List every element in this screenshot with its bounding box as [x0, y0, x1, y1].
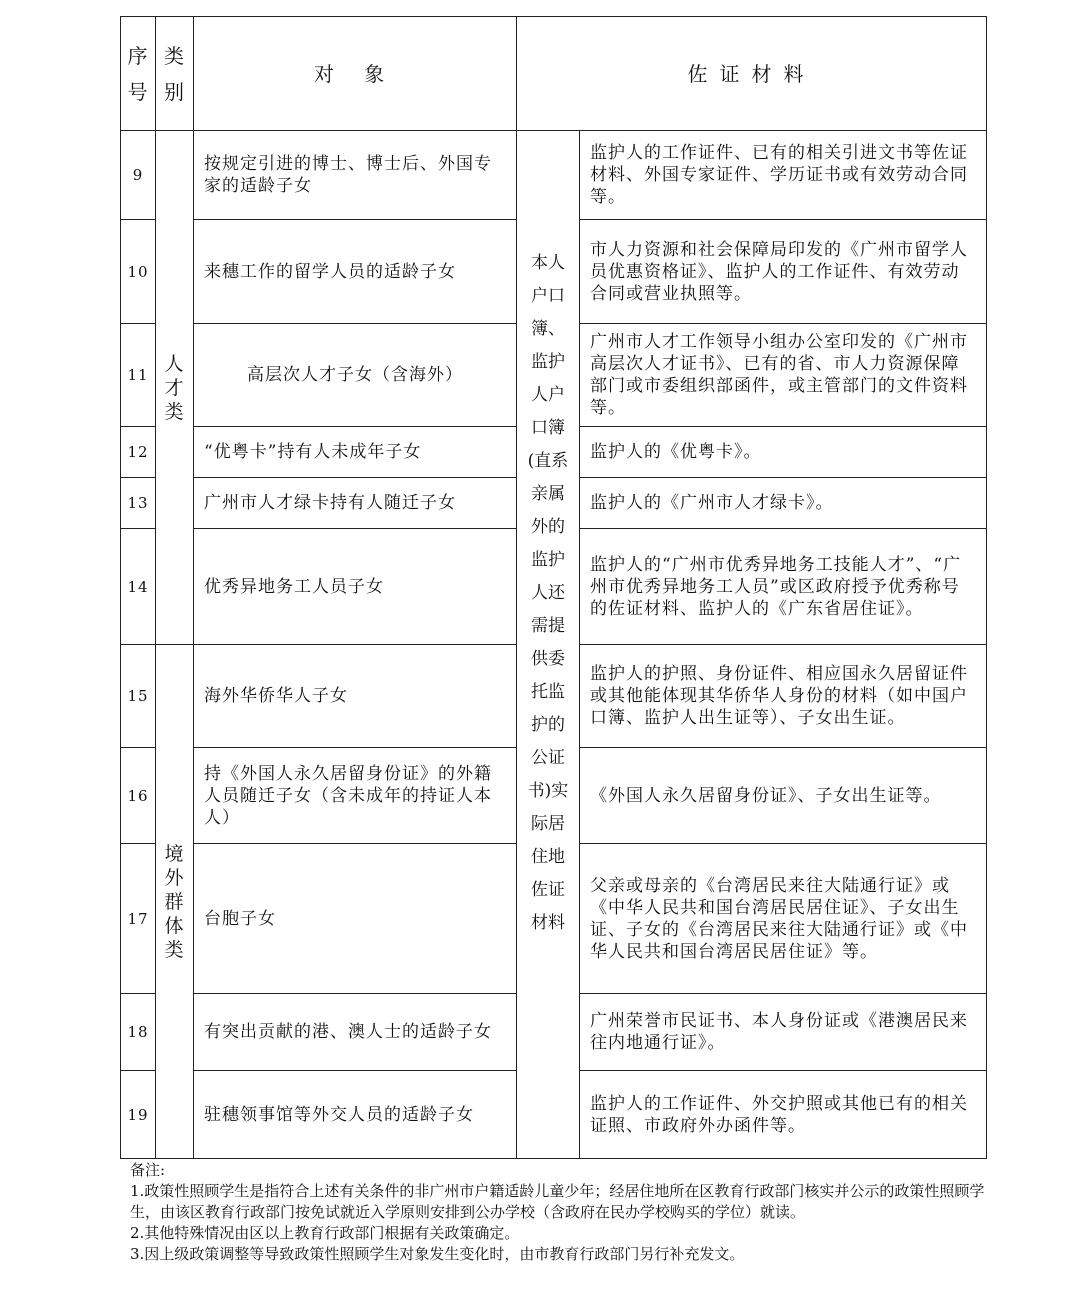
row-target: 驻穗领事馆等外交人员的适龄子女: [194, 1071, 517, 1159]
row-number: 12: [121, 427, 156, 478]
row-material: 监护人的工作证件、外交护照或其他已有的相关证照、市政府外办函件等。: [580, 1071, 987, 1159]
row-material: 监护人的护照、身份证件、相应国永久居留证件或其他能体现其华侨华人身份的材料（如中国户口簿、监护人出生证等）、子女出生证。: [580, 645, 987, 748]
row-number: 14: [121, 529, 156, 645]
category-overseas: 境外群体类: [156, 645, 194, 1159]
row-number: 18: [121, 994, 156, 1071]
header-target: 对 象: [194, 17, 517, 131]
row-number: 9: [121, 131, 156, 220]
table-row: [121, 131, 987, 220]
row-target: 优秀异地务工人员子女: [194, 529, 517, 645]
table-header-row: [121, 17, 987, 131]
note-item: 1.政策性照顾学生是指符合上述有关条件的非广州市户籍适龄儿童少年；经居住地所在区教育行政部门核实并公示的政策性照顾学生，由该区教育行政部门按免试就近入学原则安排到公办学校（含政府在民办学校购买的学位）就读。: [130, 1182, 985, 1221]
row-material: 《外国人永久居留身份证》、子女出生证等。: [580, 748, 987, 844]
header-materials: 佐证材料: [517, 17, 987, 131]
row-target: 高层次人才子女（含海外）: [194, 324, 517, 427]
row-target: “优粤卡”持有人未成年子女: [194, 427, 517, 478]
policy-table: [120, 16, 987, 1159]
notes-title: 备注:: [130, 1161, 166, 1179]
row-number: 13: [121, 478, 156, 529]
header-no: 序号: [121, 17, 156, 131]
row-material: 监护人的“广州市优秀异地务工技能人才”、“广州市优秀异地务工人员”或区政府授予优秀称号的佐证材料、监护人的《广东省居住证》。: [580, 529, 987, 645]
row-material: 市人力资源和社会保障局印发的《广州市留学人员优惠资格证》、监护人的工作证件、有效劳动合同或营业执照等。: [580, 220, 987, 324]
notes-section: [130, 1160, 990, 1265]
row-number: 10: [121, 220, 156, 324]
row-number: 16: [121, 748, 156, 844]
row-material: 监护人的《广州市人才绿卡》。: [580, 478, 987, 529]
row-material: 广州市人才工作领导小组办公室印发的《广州市高层次人才证书》、已有的省、市人力资源保障部门或市委组织部函件，或主管部门的文件资料等。: [580, 324, 987, 427]
header-category: 类别: [156, 17, 194, 131]
row-target: 来穗工作的留学人员的适龄子女: [194, 220, 517, 324]
row-target: 海外华侨华人子女: [194, 645, 517, 748]
row-number: 17: [121, 844, 156, 994]
row-material: 监护人的工作证件、已有的相关引进文书等佐证材料、外国专家证件、学历证书或有效劳动合同等。: [580, 131, 987, 220]
row-target: 台胞子女: [194, 844, 517, 994]
row-number: 15: [121, 645, 156, 748]
row-target: 按规定引进的博士、博士后、外国专家的适龄子女: [194, 131, 517, 220]
row-material: 父亲或母亲的《台湾居民来往大陆通行证》或《中华人民共和国台湾居民居住证》、子女出生证、子女的《台湾居民来往大陆通行证》或《中华人民共和国台湾居民居住证》等。: [580, 844, 987, 994]
category-talent: 人才类: [156, 131, 194, 645]
note-item: 3.因上级政策调整等导致政策性照顾学生对象发生变化时，由市教育行政部门另行补充发文。: [130, 1245, 745, 1263]
row-material: 广州荣誉市民证书、本人身份证或《港澳居民来往内地通行证》。: [580, 994, 987, 1071]
row-material: 监护人的《优粤卡》。: [580, 427, 987, 478]
row-target: 持《外国人永久居留身份证》的外籍人员随迁子女（含未成年的持证人本人）: [194, 748, 517, 844]
shared-material: 本人户口簿、监护人户口簿(直系亲属外的监护人还需提供委托监护的公证书)实际居住地佐证材料: [517, 131, 580, 1159]
row-target: 有突出贡献的港、澳人士的适龄子女: [194, 994, 517, 1071]
row-number: 19: [121, 1071, 156, 1159]
row-number: 11: [121, 324, 156, 427]
note-item: 2.其他特殊情况由区以上教育行政部门根据有关政策确定。: [130, 1224, 520, 1242]
row-target: 广州市人才绿卡持有人随迁子女: [194, 478, 517, 529]
